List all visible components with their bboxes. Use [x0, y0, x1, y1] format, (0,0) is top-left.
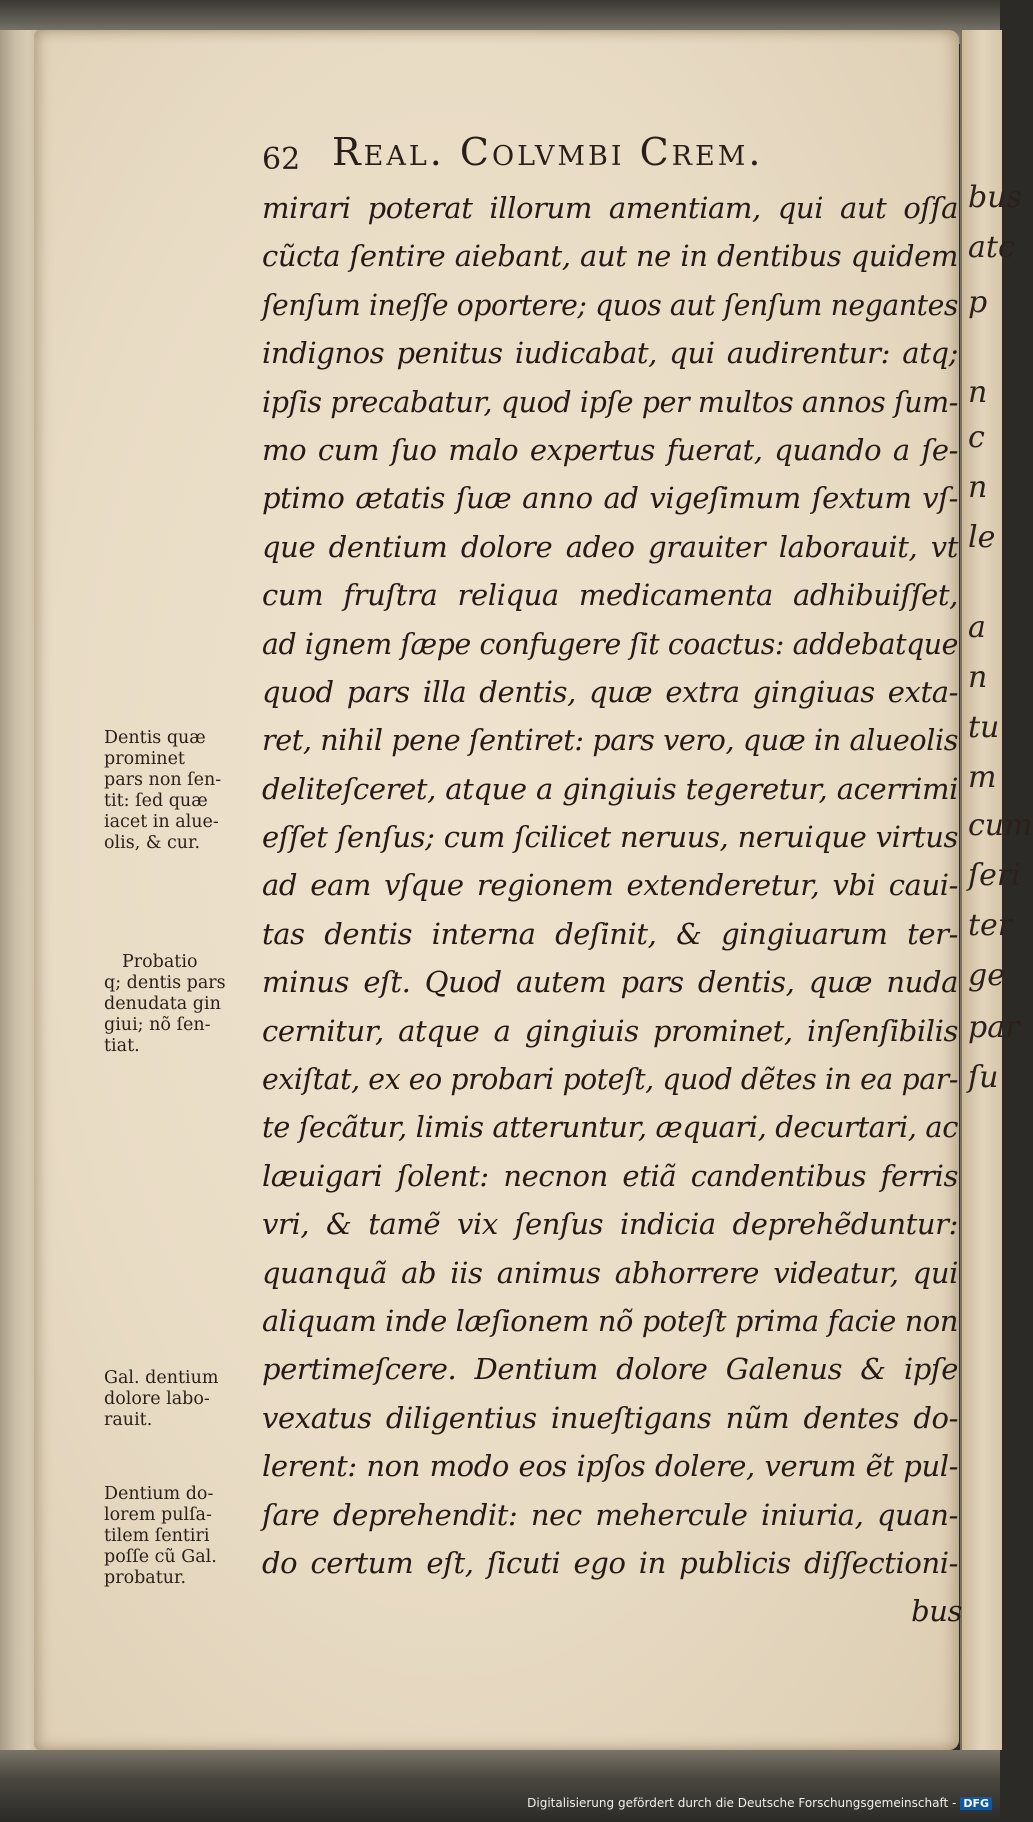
scan-bottom-edge — [0, 1750, 1000, 1822]
digitization-credit — [527, 1796, 992, 1810]
margin-note-line: tilem ſentiri — [104, 1526, 210, 1546]
margin-note-line: olis, & cur. — [104, 833, 201, 853]
text-line: deliteſceret, atque a gingiuis tegeretur, acerrimi — [262, 771, 958, 806]
facing-page-edge — [960, 30, 1033, 1750]
text-line: quanquã ab iis animus abhorrere videatur, qui — [262, 1255, 958, 1290]
text-line: cum fruſtra reliqua medicamenta adhibuiſſet, — [262, 578, 958, 613]
text-line: do certum eſt, ſicuti ego in publicis diſſectioni- — [262, 1545, 958, 1580]
text-line: ad eam vſque regionem extenderetur, vbi caui- — [262, 868, 958, 903]
margin-note-line: lorem pulſa- — [104, 1505, 212, 1525]
text-line: ret, nihil pene ſentiret: pars vero, quæ in alueolis — [262, 723, 958, 758]
text-line: que dentium dolore adeo grauiter laborauit, vt — [262, 529, 958, 564]
text-line: eſſet ſenſus; cum ſcilicet neruus, neruique virtus — [262, 820, 958, 855]
facing-page-fragment: c — [968, 420, 985, 455]
text-line: cũcta ſentire aiebant, aut ne in dentibus quidem — [262, 239, 958, 274]
running-head: Real. Colvmbi Crem. — [332, 130, 764, 174]
text-line: aliquam inde læſionem nõ poteſt prima facie non — [262, 1303, 958, 1338]
text-line: tas dentis interna deſinit, & gingiuarum ter- — [262, 916, 958, 951]
text-line: indignos penitus iudicabat, qui audirentur: atq; — [262, 336, 958, 371]
margin-note-line: Dentium do- — [104, 1484, 214, 1504]
catchword: bus — [911, 1594, 962, 1629]
facing-page-fragment: bus — [968, 180, 1022, 215]
facing-page-fragment: p — [968, 285, 988, 320]
facing-page-fragment: m — [968, 760, 997, 795]
margin-note-line: Gal. dentium — [104, 1368, 219, 1388]
margin-note — [104, 952, 264, 1057]
text-line: vexatus diligentius inueſtigans nũm dentes do- — [262, 1400, 958, 1435]
margin-note-line: rauit. — [104, 1410, 153, 1430]
margin-note — [104, 728, 264, 854]
page-number: 62 — [262, 142, 301, 177]
text-line: læuigari ſolent: necnon etiã candentibus ferris — [262, 1158, 958, 1193]
margin-note-line: probatur. — [104, 1568, 187, 1588]
text-line: ipſis precabatur, quod ipſe per multos annos ſum- — [262, 384, 958, 419]
text-line: exiſtat, ex eo probari poteſt, quod dẽtes in ea par- — [262, 1062, 958, 1097]
facing-page-fragment: atc — [968, 230, 1015, 265]
margin-note-line: poſſe cũ Gal. — [104, 1547, 217, 1567]
facing-page-fragment: tu — [968, 710, 1000, 745]
facing-page-fragment: le — [968, 520, 996, 555]
facing-page-fragment: a — [968, 610, 986, 645]
facing-page-fragment: ſeri — [968, 858, 1021, 893]
body-text — [262, 184, 962, 1636]
text-line: quod pars illa dentis, quæ extra gingiuas exta- — [262, 674, 958, 709]
margin-note-line: prominet — [104, 749, 185, 769]
text-line: ſare deprehendit: nec mehercule iniuria, quan- — [262, 1497, 958, 1532]
margin-note-line: tit: ſed quæ — [104, 791, 208, 811]
text-line: lerent: non modo eos ipſos dolere, verum ẽt pul- — [262, 1449, 958, 1484]
text-line: mo cum ſuo malo expertus fuerat, quando a ſe- — [262, 432, 958, 467]
text-line: te ſecãtur, limis atteruntur, æquari, decurtari, ac — [262, 1110, 958, 1145]
facing-page-fragment: par — [968, 1010, 1020, 1045]
margin-note-line: giui; nõ ſen- — [104, 1015, 211, 1035]
margin-note-line: dolore labo- — [104, 1389, 210, 1409]
margin-note — [104, 1368, 264, 1431]
margin-note-line: q; dentis pars — [104, 973, 226, 993]
margin-note-line: tiat. — [104, 1036, 140, 1056]
facing-page-fragment: cum — [968, 808, 1033, 843]
facing-page-fragment: ter — [968, 908, 1013, 943]
text-line: ſenſum ineſſe oportere; quos aut ſenſum negantes — [262, 287, 958, 322]
margin-note-line: Dentis quæ — [104, 728, 206, 748]
dfg-logo: DFG — [960, 1797, 992, 1810]
margin-note-line: denudata gin — [104, 994, 221, 1014]
text-line: ad ignem ſæpe confugere ſit coactus: addebatque — [262, 626, 958, 661]
credit-text: Digitalisierung gefördert durch die Deutsche Forschungsgemeinschaft - — [527, 1796, 957, 1810]
margin-note-line: iacet in alue- — [104, 812, 219, 832]
page-header — [262, 130, 962, 190]
text-line: pertimeſcere. Dentium dolore Galenus & ipſe — [262, 1352, 958, 1387]
margin-note-line: pars non ſen- — [104, 770, 222, 790]
text-line: minus eſt. Quod autem pars dentis, quæ nuda — [262, 965, 958, 1000]
text-line: ptimo ætatis ſuæ anno ad vigeſimum ſextum vſ- — [262, 481, 958, 516]
facing-page-fragment: n — [968, 470, 988, 505]
text-line: vri, & tamẽ vix ſenſus indicia deprehẽduntur: — [262, 1207, 958, 1242]
facing-page-fragment: n — [968, 375, 988, 410]
facing-page-fragment: n — [968, 660, 988, 695]
facing-page-fragment: ſu — [968, 1060, 999, 1095]
text-line: cernitur, atque a gingiuis prominet, inſenſibilis — [262, 1013, 958, 1048]
facing-page-fragment: ge — [968, 958, 1005, 993]
margin-note-line: Probatio — [122, 952, 198, 972]
margin-note — [104, 1484, 264, 1589]
text-line: mirari poterat illorum amentiam, qui aut oſſa — [262, 191, 958, 225]
